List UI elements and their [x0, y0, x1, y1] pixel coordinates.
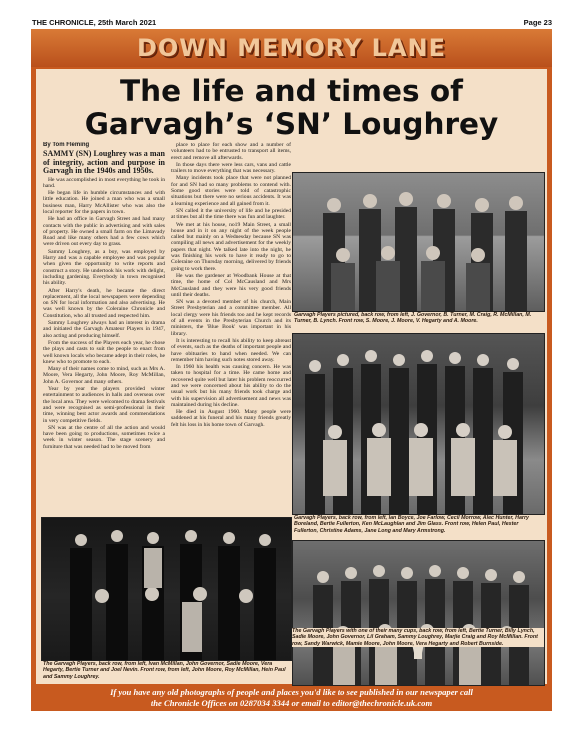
paragraph: SN called it the university of life and he presided at times but all the time there was fun and laughter. — [171, 207, 291, 221]
paragraph: He had an office in Garvagh Street and had many contacts with the public in advertising and with sales of property. He owned a small farm on the Limavady Road and like many others had a few cows which were driven out every day to grass. — [43, 216, 165, 248]
paragraph: SN was at the centre of all the action and would have been going to productions, sometimes twice a week in winter season. The stage scenery and furniture that was needed had to be moved from — [43, 424, 165, 450]
paragraph: Many incidents took place that were not planned for and SN had so many problems to contend with. Some good stories were told of catastrophic situations but there were no serious accidents. It was a learning experience and all gained from it. — [171, 175, 291, 207]
headline-line-1: The life and times of — [120, 74, 463, 108]
page-number: Page 23 — [523, 18, 552, 27]
paragraph: Year by year the players provided winter entertainment to audiences in halls and overseas over the local area. They were welcomed to drama festivals and were recognised as semi-professional in their time, winning best actor awards and commendations in very competitive fields. — [43, 386, 165, 424]
photo-players-group-2 — [292, 333, 545, 515]
paragraph: It is interesting to recall his ability to keep abreast of events, such as the deaths of important people and have obituaries to hand when needed. We can remember him having such notes stored away. — [171, 337, 291, 363]
caption-photo-4: The Garvagh Players with one of their many cups, back row, from left, Bertie Turner, Billy Lynch, Sadie Moore, John Governor, Lil Graham, Sammy Loughrey, Marjie Craig and Roy McMillan. Front row, Sandy Warwick, Mamie Moore, John Moore, Vera Hegarty and Robert Burnside. — [292, 628, 544, 647]
headline-line-2: Garvagh’s ‘SN’ Loughrey — [84, 107, 499, 141]
photo-3-figures — [42, 518, 291, 660]
photo-players-with-cup — [292, 540, 545, 686]
paragraph: In 1960 his health was causing concern. He was taken to hospital for a time. He came home and recovered quite well but later his problem reoccurred and we were concerned about his ability to do the usual work but his many friends took charge and with his supervision all advertisement and news was maintained during his decline. — [171, 364, 291, 408]
paragraph: He died in August 1960. Many people were saddened at his funeral and his many friends greatly felt his loss in his home town of Garvagh. — [171, 409, 291, 428]
article-column-2 — [171, 142, 291, 508]
footer-call-to-action — [31, 684, 552, 711]
paragraph: Sammy Loughrey always had an interest in drama and initiated the Garvagh Amateur Players in 1947, also acting and producing himself. — [43, 320, 165, 339]
headline — [36, 75, 547, 141]
paragraph: SN was a devoted member of his church, Main Street Presbyterian and a committee member. All local clergy were his friends too and he kept records of all events in the Presbyterian Church and its ministers, the 'Blue Book' was important in his library. — [171, 299, 291, 337]
paragraph: From the success of the Players each year, he chose the plays and casts to suit the people to enact from well known locals who became adept in their roles, he knew who to promote to each. — [43, 339, 165, 365]
feature-body — [36, 69, 547, 684]
footer-line-2: the Chronicle Offices on 0287034 3344 or email to editor@thechronicle.uk.com — [150, 698, 433, 708]
caption-photo-3: The Garvagh Players, back row, from left, Ivan McMillan, John Governor, Sadie Moore, Vera Hegarty, Bertie Turner and Joel Nevin. Front row, from left, John Moore, Roy McMillan, Hein Paul and Sammy Loughrey. — [43, 661, 286, 680]
running-head-date: THE CHRONICLE, 25th March 2021 — [32, 18, 157, 27]
paragraph: We met at his house, no19 Main Street, a small house and in it on any night of the week people called but mainly on a Wednesday because SN was compiling all news and advertisement for the weekly papers that night. We talked late into the night, he was finishing his work to have it ready to go to Coleraine on Thursday morning, delivered by friends going to work there. — [171, 221, 291, 272]
section-banner — [31, 29, 552, 67]
photo-players-group-1 — [292, 172, 545, 312]
footer-line-1: If you have any old photographs of people and places you'd like to see published in our newspaper call — [110, 687, 473, 697]
photo-2-figures — [293, 334, 544, 514]
feature-frame — [31, 29, 552, 711]
paragraph: After Harry's death, he became the direct replacement, all the local newspapers were depending on SN for local information and also advertising. He was well known by the Coleraine Chronicle and Constitution, who all trusted and respected him. — [43, 287, 165, 319]
paragraph: place to place for each show and a number of volunteers had to be entrusted to transport all items, erect and remove all afterwards. — [171, 142, 291, 161]
paragraph: He was accomplished in most everything he took in hand. — [43, 176, 165, 189]
caption-photo-2: Garvagh Players, back row, from left, Ian Boyce, Joe Farlow, Cecil Morrow, Alec Hunter, Harry Boreland, Bertie Fullerton, Ken McLaughlan and Jim Glass. Front row, Helen Paul, Hester Fullerton, Christine Adams, Jane Long and Mary Armstrong. — [294, 515, 530, 534]
paragraph: Many of their names come to mind, such as Mrs A. Moore, Vera Hegarty, John Moore, Roy McMillan, John A. Governor and many others. — [43, 366, 165, 385]
running-head — [32, 16, 552, 28]
paragraph: In those days there were less cars, vans and cattle trailers to move everything that was necessary. — [171, 161, 291, 175]
article-column-1 — [43, 142, 165, 508]
article-lead: SAMMY (SN) Loughrey was a man of integrity, action and purpose in Garvagh in the 1940s and 1950s. — [43, 149, 165, 176]
photo-1-figures — [293, 173, 544, 311]
section-title: DOWN MEMORY LANE — [136, 34, 447, 62]
photo-4-figures — [293, 541, 544, 685]
caption-photo-1: Garvagh Players pictured, back row, from left, J. Governor, B. Turner, M. Craig, R. McMillan, M. Turner, B. Lynch. Front row, S. Moore, J. Moore, V. Hegarty and A. Moore. — [294, 312, 532, 325]
paragraph: He began life in humble circumstances and with little education. He joined a man who was a small business man, Harry McAllister who was also the local reporter for the papers in town. — [43, 190, 165, 215]
photo-players-group-3 — [41, 517, 292, 661]
byline: By Tom Fleming — [43, 142, 90, 148]
paragraph: He was the gardener at Woodbank House at that time, the home of Col McCausland and Mrs McCausland and they were his very good friends until their deaths. — [171, 272, 291, 298]
paragraph: Sammy Loughrey, as a boy, was employed by Harry and was a capable employee and was popular when given the opportunity to write reports and construct a story. He undertook his work with delight, including gardening. Everybody in town recognised his ability. — [43, 248, 165, 287]
